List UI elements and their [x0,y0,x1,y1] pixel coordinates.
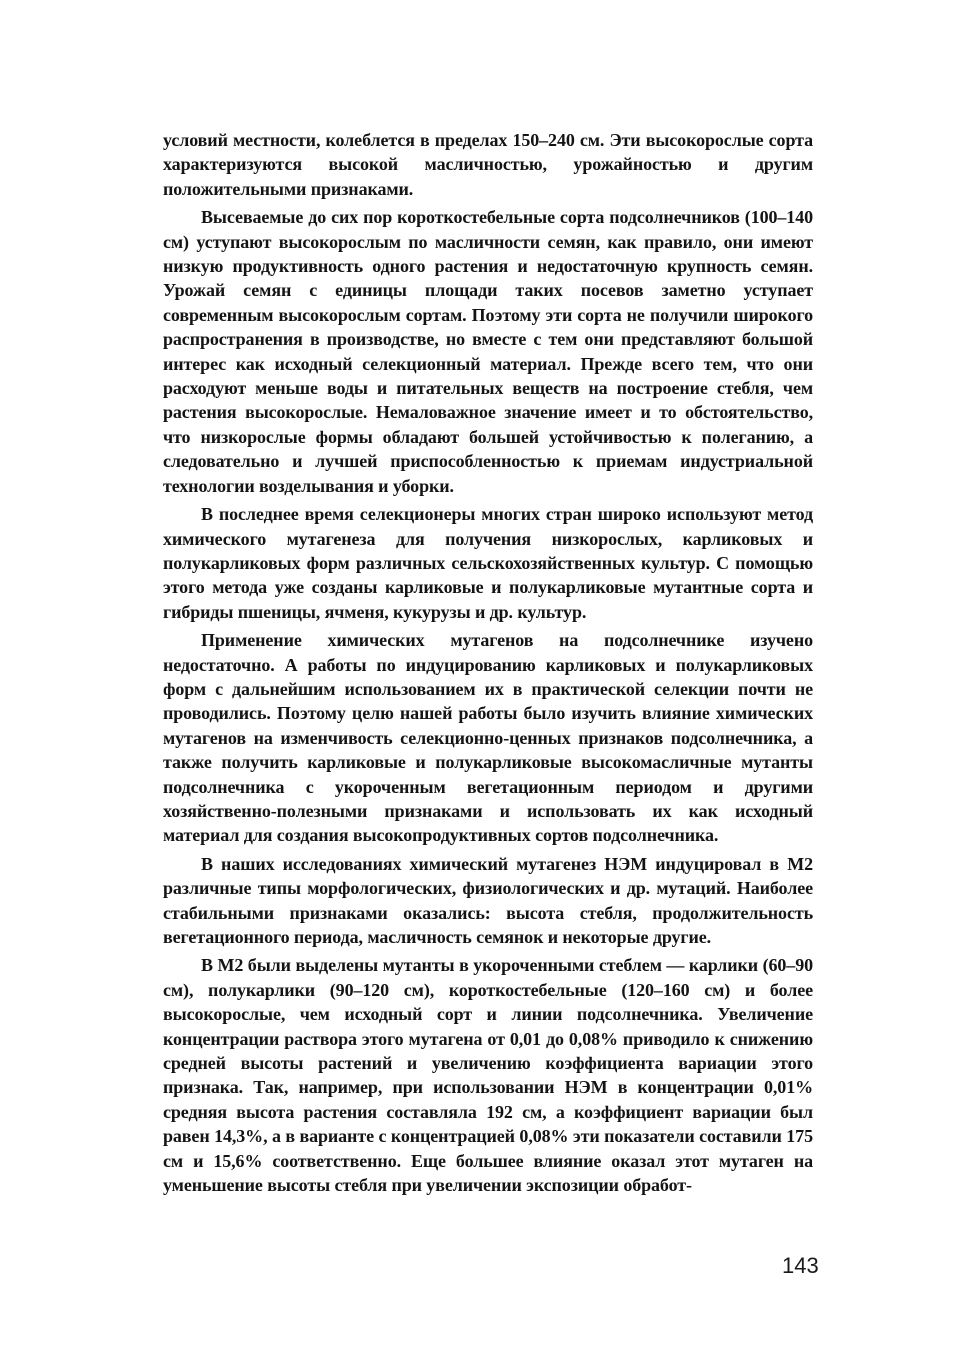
paragraph-4: Применение химических мутагенов на подсолнечнике изучено недостаточно. А работы по индуцированию карликовых и полукарликовых форм с дальнейшим использованием их в практической селекции почти не проводились. Поэтому целю нашей работы было изучить влияние химических мутагенов на изменчивость селекционно-ценных признаков подсолнечника, а также получить карликовые и полукарликовые высокомасличные мутанты подсолнечника с укороченным вегетационным периодом и другими хозяйственно-полезными признаками и использовать их как исходный материал для создания высокопродуктивных сортов подсолнечника. [163,630,813,846]
paragraph-1: условий местности, колеблется в пределах 150–240 см. Эти высокорослые сорта характеризуются высокой масличностью, урожайностью и другим положительными признаками. [163,130,813,199]
page-number: 143 [782,1253,819,1278]
paragraph-6: В М2 были выделены мутанты в укороченными стеблем — карлики (60–90 см), полукарлики (90–120 см), короткостебельные (120–160 см) и более высокорослые, чем исходный сорт и линии подсолнечника. Увеличение концентрации раствора этого мутагена от 0,01 до 0,08% приводило к снижению средней высоты растений и увеличению коэффициента вариации этого признака. Так, например, при использовании НЭМ в концентрации 0,01% средняя высота растения составляла 192 см, а коэффициент вариации был равен 14,3%, а в варианте с концентрацией 0,08% эти показатели составили 175 см и 15,6% соответственно. Еще большее влияние оказал этот мутаген на уменьшение высоты стебля при увеличении экспозиции обработ- [163,955,813,1196]
paragraph-5: В наших исследованиях химический мутагенез НЭМ индуцировал в М2 различные типы морфологических, физиологических и др. мутаций. Наиболее стабильными признаками оказались: высота стебля, продолжительность вегетационного периода, масличность семянок и некоторые другие. [163,853,813,947]
paragraph-2: Высеваемые до сих пор короткостебельные сорта подсолнечников (100–140 см) уступают высокорослым по масличности семян, как правило, они имеют низкую продуктивность одного растения и недостаточную крупность семян. Урожай семян с единицы площади таких посевов заметно уступает современным высокорослым сортам. Поэтому эти сорта не получили широкого распространения в производстве, но вместе с тем они представляют большой интерес как исходный селекционный материал. Прежде всего тем, что они расходуют меньше воды и питательных веществ на построение стебля, чем растения высокорослые. Немаловажное значение имеет и то обстоятельство, что низкорослые формы обладают большей устойчивостью к полеганию, а следовательно и лучшей приспособленностью к приемам индустриальной технологии возделывания и уборки. [163,207,813,496]
paragraph-3: В последнее время селекционеры многих стран широко используют метод химического мутагенеза для получения низкорослых, карликовых и полукарликовых форм различных сельскохозяйственных культур. С помощью этого метода уже созданы карликовые и полукарликовые мутантные сорта и гибриды пшеницы, ячменя, кукурузы и др. культур. [163,504,813,622]
body-text [163,128,813,1201]
